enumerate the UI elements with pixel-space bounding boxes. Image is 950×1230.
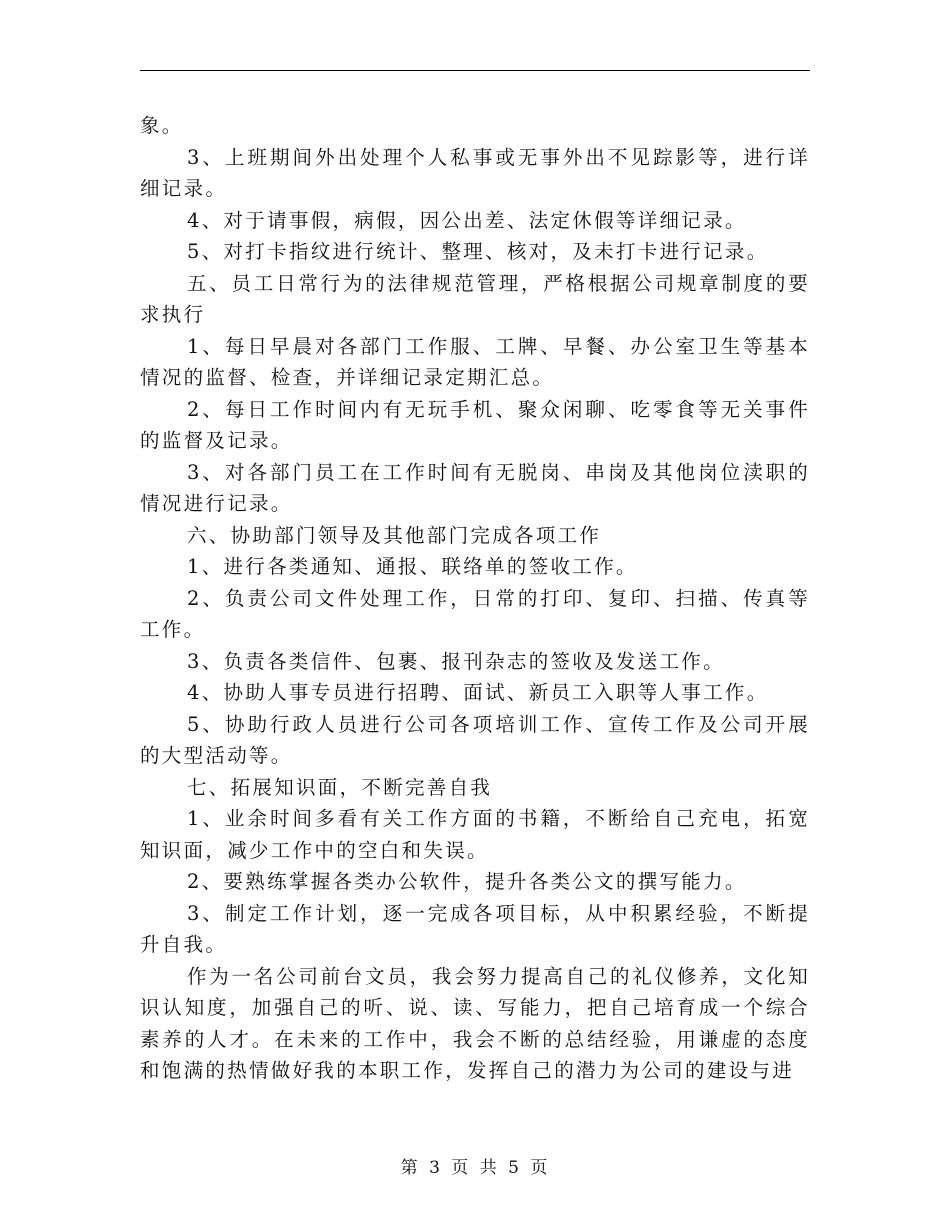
page-number-footer: 第 3 页 共 5 页 <box>400 1158 550 1178</box>
paragraph: 2、每日工作时间内有无玩手机、聚众闲聊、吃零食等无关事件的监督及记录。 <box>140 397 810 452</box>
section-heading-7: 七、拓展知识面，不断完善自我 <box>187 775 493 799</box>
paragraph: 2、要熟练掌握各类办公软件，提升各类公文的撰写能力。 <box>187 870 747 893</box>
paragraph: 1、每日早晨对各部门工作服、工牌、早餐、办公室卫生等基本情况的监督、检查，并详细记录定期汇总。 <box>140 334 810 389</box>
paragraph: 2、负责公司文件处理工作，日常的打印、复印、扫描、传真等工作。 <box>140 586 810 641</box>
paragraph: 3、上班期间外出处理个人私事或无事外出不见踪影等，进行详细记录。 <box>140 145 810 200</box>
section-heading-5: 五、员工日常行为的法律规范管理，严格根据公司规章制度的要求执行 <box>140 271 810 326</box>
document-body <box>140 110 810 1087</box>
paragraph: 1、业余时间多看有关工作方面的书籍，不断给自己充电，拓宽知识面，减少工作中的空白和失误。 <box>140 807 810 862</box>
paragraph: 5、对打卡指纹进行统计、整理、核对，及未打卡进行记录。 <box>187 240 769 263</box>
paragraph: 3、制定工作计划，逐一完成各项目标，从中积累经验，不断提升自我。 <box>140 901 810 956</box>
paragraph: 3、负责各类信件、包裹、报刊杂志的签收及发送工作。 <box>187 649 725 673</box>
paragraph: 象。 <box>140 114 184 137</box>
paragraph: 3、对各部门员工在工作时间有无脱岗、串岗及其他岗位渎职的情况进行记录。 <box>140 460 810 515</box>
paragraph: 4、协助人事专员进行招聘、面试、新员工入职等人事工作。 <box>187 681 769 704</box>
paragraph: 5、协助行政人员进行公司各项培训工作、宣传工作及公司开展的大型活动等。 <box>140 712 810 767</box>
section-heading-6: 六、协助部门领导及其他部门完成各项工作 <box>187 523 602 547</box>
paragraph: 1、进行各类通知、通报、联络单的签收工作。 <box>187 555 638 578</box>
paragraph: 4、对于请事假，病假，因公出差、法定休假等详细记录。 <box>187 208 747 232</box>
header-rule <box>140 70 810 71</box>
closing-paragraph: 作为一名公司前台文员，我会努力提高自己的礼仪修养，文化知识认知度，加强自己的听、说、读、写能力，把自己培育成一个综合素养的人才。在未来的工作中，我会不断的总结经验，用谦虚的态度和饱满的热情做好我的本职工作，发挥自己的潜力为公司的建设与进 <box>140 964 810 1082</box>
